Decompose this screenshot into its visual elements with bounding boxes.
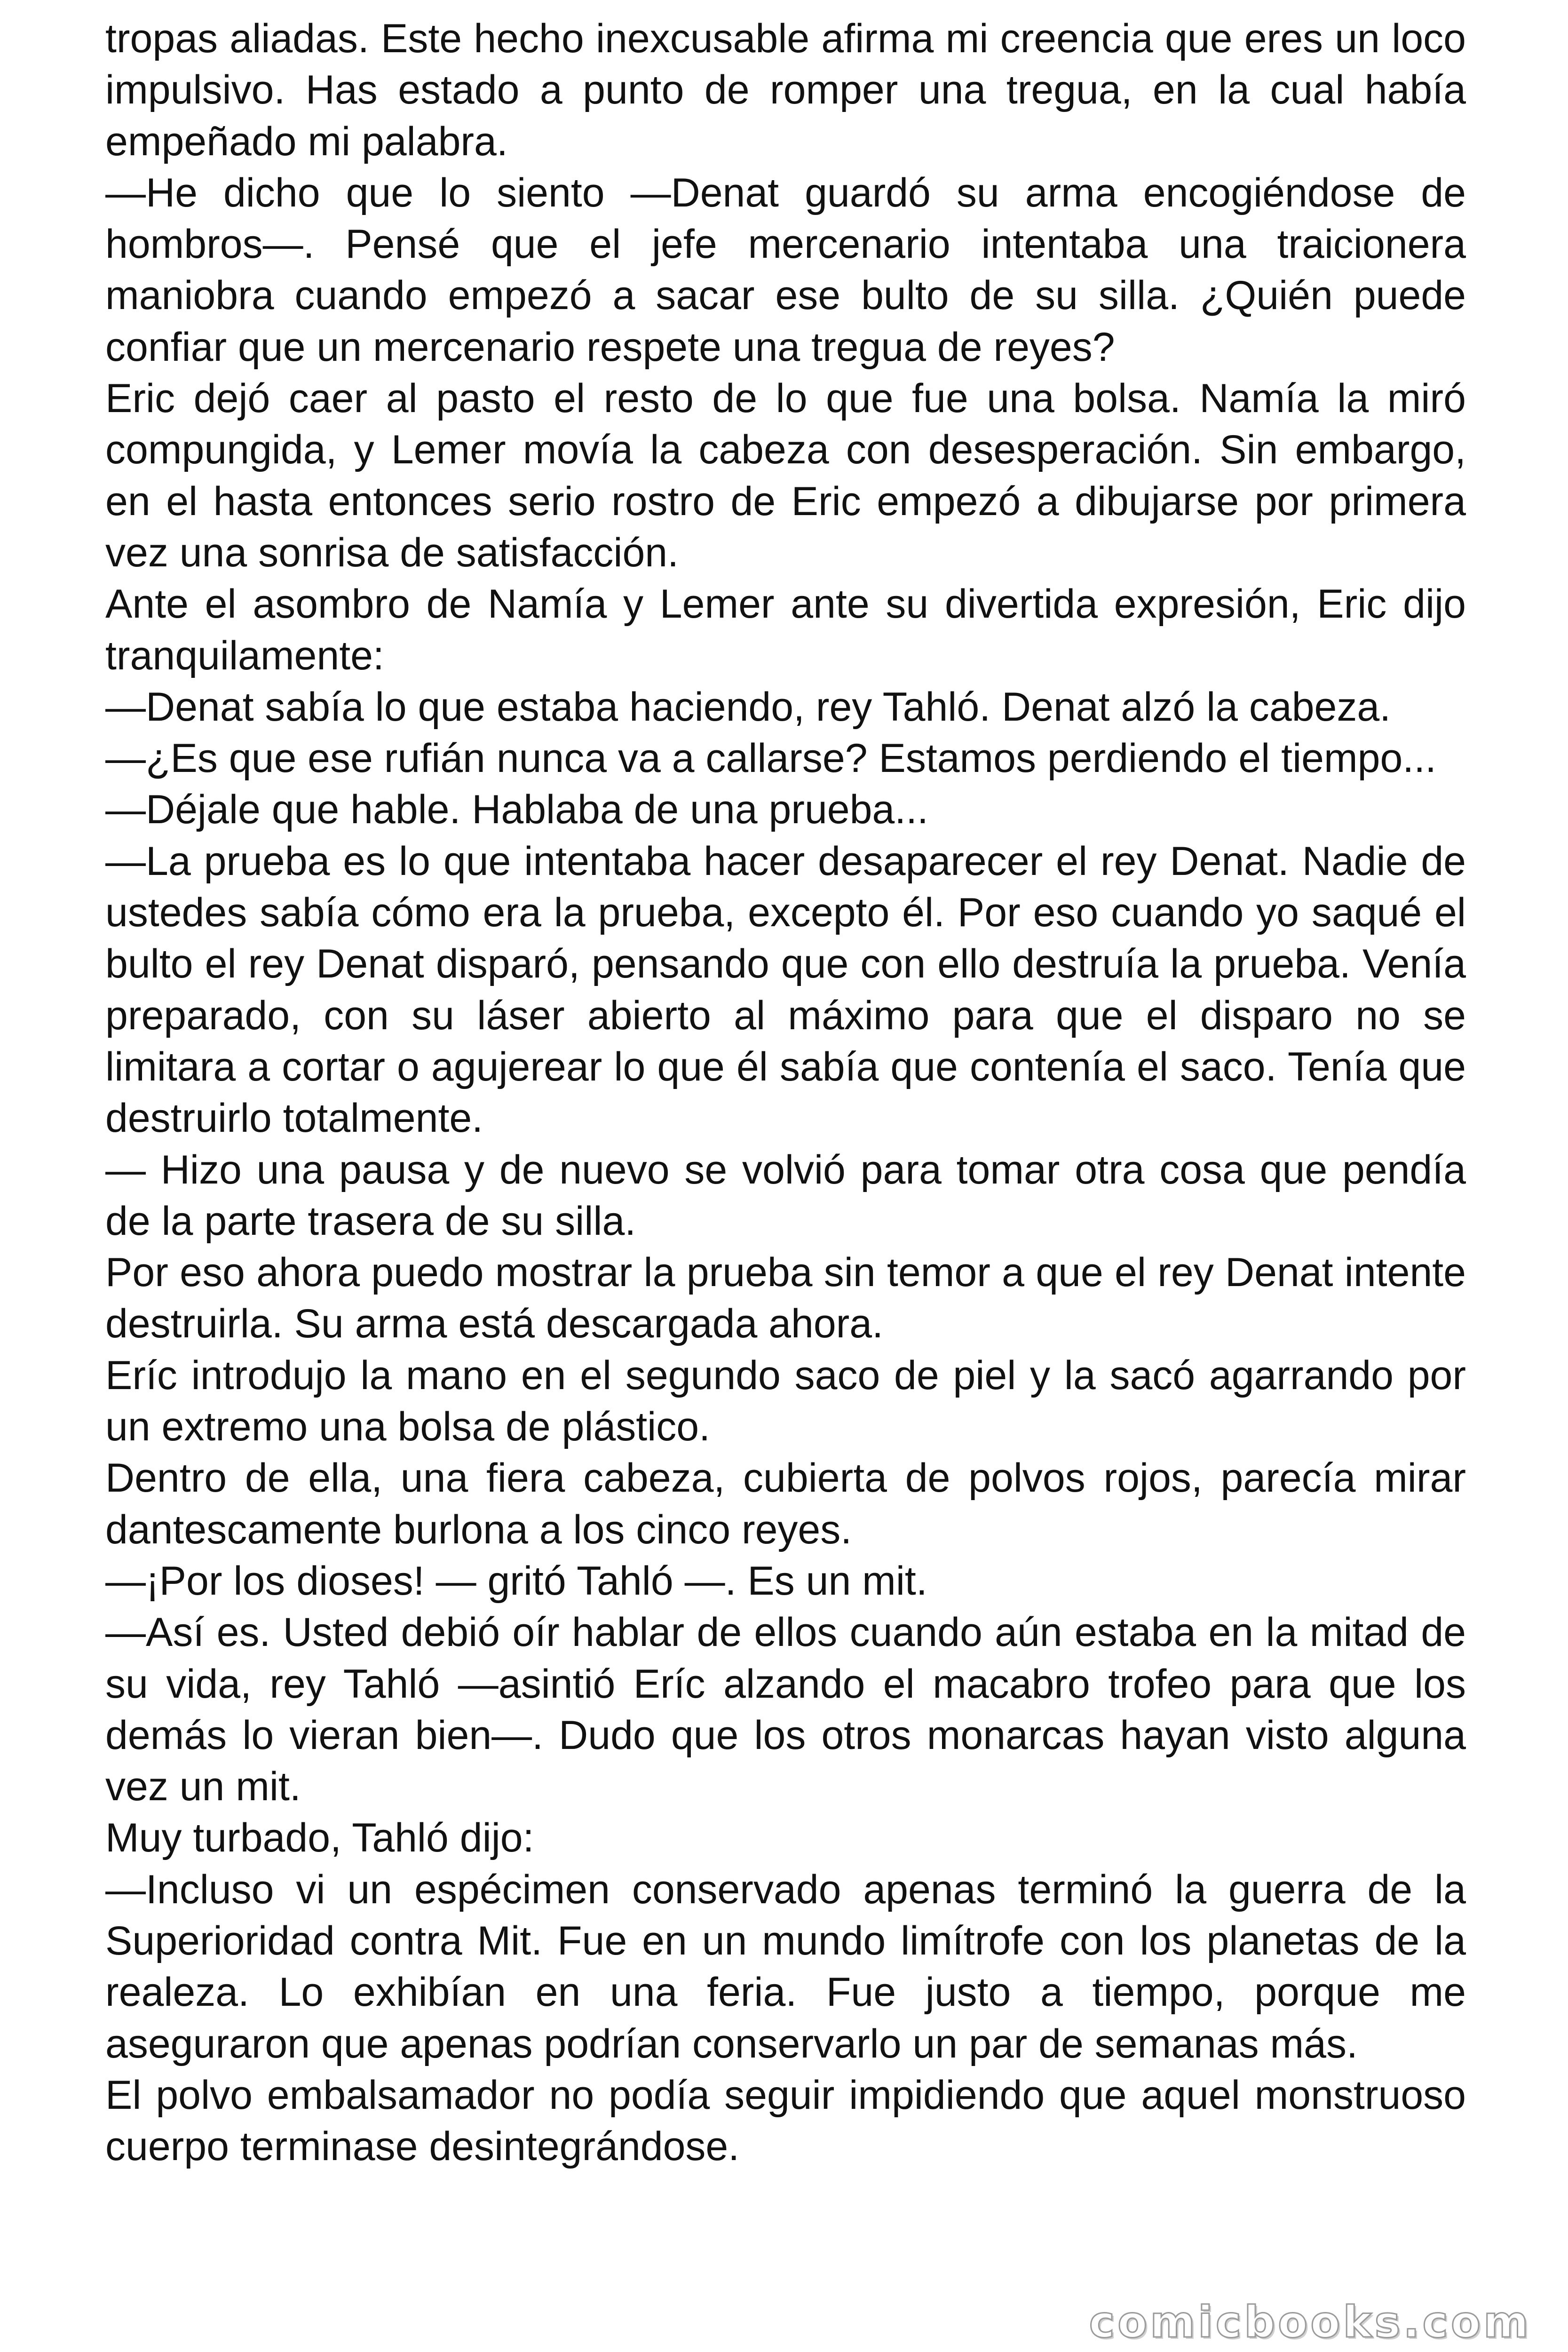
paragraph: Ante el asombro de Namía y Lemer ante su divertida expresión, Eric dijo tranquilamente: — [105, 581, 1466, 678]
paragraph: Eric dejó caer al pasto el resto de lo que fue una bolsa. Namía la miró compungida, y Lemer movía la cabeza con desesperación. Sin embargo, en el hasta entonces serio rostro de Eric empezó a dibujarse por primera vez una sonrisa de satisfacción. — [105, 376, 1466, 575]
paragraph: tropas aliadas. Este hecho inexcusable afirma mi creencia que eres un loco impulsivo. Has estado a punto de romper una tregua, en la cual había empeñado mi palabra. — [105, 16, 1466, 164]
page-body — [105, 13, 1466, 2172]
paragraph: Dentro de ella, una fiera cabeza, cubierta de polvos rojos, parecía mirar dantescamente burlona a los cinco reyes. — [105, 1455, 1466, 1552]
paragraph: —He dicho que lo siento —Denat guardó su arma encogiéndose de hombros—. Pensé que el jefe mercenario intentaba una traicionera maniobra cuando empezó a sacar ese bulto de su silla. ¿Quién puede confiar que un mercenario respete una tregua de reyes? — [105, 170, 1466, 370]
paragraph: —Denat sabía lo que estaba haciendo, rey Tahló. Denat alzó la cabeza. — [105, 684, 1391, 730]
paragraph: Muy turbado, Tahló dijo: — [105, 1815, 534, 1861]
paragraph: —Incluso vi un espécimen conservado apenas terminó la guerra de la Superioridad contra Mit. Fue en un mundo limítrofe con los planetas de la realeza. Lo exhibían en una feria. Fue justo a tiempo, porque me aseguraron que apenas podrían conservarlo un par de semanas más. — [105, 1867, 1466, 2066]
paragraph: — Hizo una pausa y de nuevo se volvió para tomar otra cosa que pendía de la parte trasera de su silla. — [105, 1147, 1466, 1244]
paragraph: —¡Por los dioses! — gritó Tahló —. Es un mit. — [105, 1558, 927, 1604]
paragraph: El polvo embalsamador no podía seguir impidiendo que aquel monstruoso cuerpo terminase desintegrándose. — [105, 2072, 1466, 2169]
paragraph: Por eso ahora puedo mostrar la prueba sin temor a que el rey Denat intente destruirla. Su arma está descargada ahora. — [105, 1250, 1466, 1347]
paragraph: —¿Es que ese rufián nunca va a callarse? Estamos perdiendo el tiempo... — [105, 736, 1436, 781]
watermark-logo: comicbooks.com — [1089, 2297, 1531, 2347]
paragraph: —La prueba es lo que intentaba hacer desaparecer el rey Denat. Nadie de ustedes sabía cómo era la prueba, excepto él. Por eso cuando yo saqué el bulto el rey Denat disparó, pensando que con ello destruía la prueba. Venía preparado, con su láser abierto al máximo para que el disparo no se limitara a cortar o agujerear lo que él sabía que contenía el saco. Tenía que destruirlo totalmente. — [105, 838, 1466, 1141]
paragraph: Eríc introdujo la mano en el segundo saco de piel y la sacó agarrando por un extremo una bolsa de plástico. — [105, 1352, 1466, 1450]
paragraph: —Déjale que hable. Hablaba de una prueba... — [105, 787, 928, 833]
paragraph: —Así es. Usted debió oír hablar de ellos cuando aún estaba en la mitad de su vida, rey Tahló —asintió Eríc alzando el macabro trofeo para que los demás lo vieran bien—. Dudo que los otros monarcas hayan visto alguna vez un mit. — [105, 1610, 1466, 1810]
